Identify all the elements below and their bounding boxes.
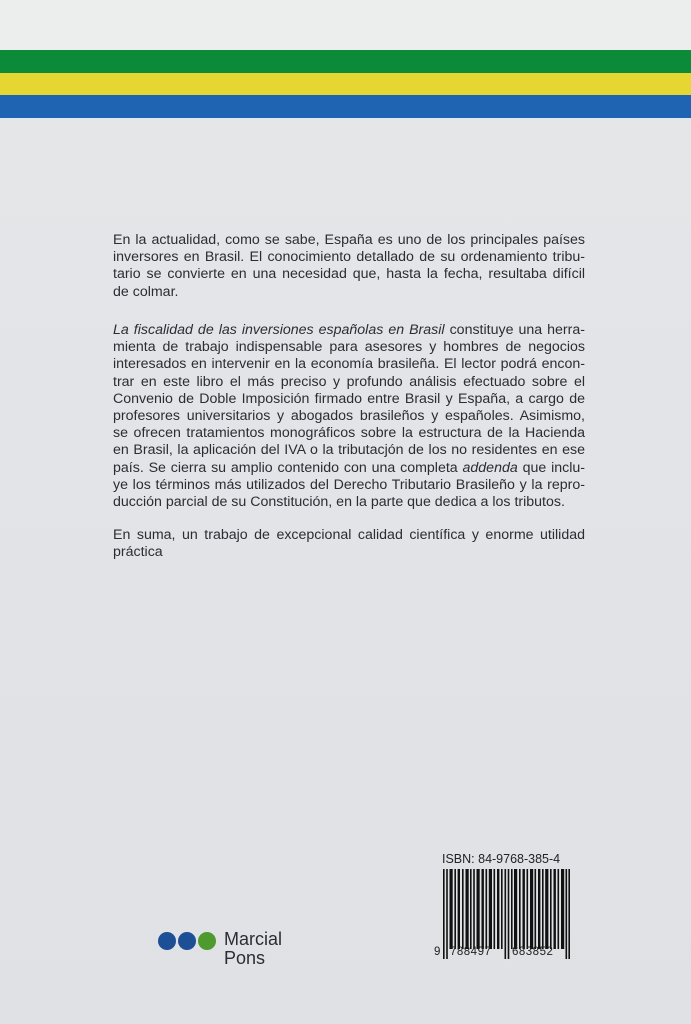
text-line: tario se convierte en una necesidad que, hasta la fecha, resultaba difícil (113, 266, 585, 283)
intro-paragraph (113, 232, 585, 301)
text-line: profesores universitarios y abogados brasileños y españoles. Asimismo, (113, 408, 585, 425)
publisher-logo (158, 930, 282, 968)
text-line: trar en este libro el más preciso y profundo análisis efectuado sobre el (113, 373, 585, 390)
text-line: se ofrecen tratamientos monográficos sobre la estructura de la Hacienda (113, 425, 585, 442)
blue-stripe (0, 95, 691, 118)
text-line: país. Se cierra su amplio contenido con una completa addenda que inclu- (113, 459, 585, 476)
logo-dot-green (198, 932, 216, 950)
yellow-stripe (0, 73, 691, 95)
text-line: de colmar. (113, 283, 179, 300)
text-line: interesados en intervenir en la economía brasileña. El lector podrá encon- (113, 356, 585, 373)
text-line: mienta de trabajo indispensable para asesores y hombres de negocios (113, 339, 585, 356)
summary-paragraph (113, 527, 585, 561)
text-line: La fiscalidad de las inversiones españolas en Brasil constituye una herra- (113, 322, 585, 338)
text-line: En la actualidad, como se sabe, España es uno de los principales países (113, 232, 585, 248)
publisher-name: Marcial Pons (224, 929, 283, 968)
text-line: inversores en Brasil. El conocimiento detallado de su ordenamiento tribu- (113, 249, 585, 266)
text-line: ye los términos más utilizados del Derecho Tributario Brasileño y la repro- (113, 476, 585, 493)
logo-dots-icon (158, 932, 216, 950)
text-line: ducción parcial de su Constitución, en la parte que dedica a los tributos. (113, 494, 565, 511)
green-stripe (0, 50, 691, 73)
isbn-label: ISBN: 84-9768-385-4 (442, 852, 561, 866)
text-line: Convenio de Doble Imposición firmado entre Brasil y España, a cargo de (113, 390, 585, 407)
text-line: en Brasil, la aplicación del IVA o la tributacjón de los no residentes en ese (113, 442, 585, 459)
text-line: En suma, un trabajo de excepcional calidad científica y enorme utilidad (113, 527, 585, 543)
cover-top-margin (0, 0, 691, 50)
description-paragraph (113, 322, 585, 511)
logo-dot-blue (178, 932, 196, 950)
text-line: práctica (113, 544, 163, 561)
addenda-italic: addenda (462, 459, 518, 476)
book-title-italic: La fiscalidad de las inversiones españolas en Brasil (113, 322, 445, 338)
logo-dot-blue (158, 932, 176, 950)
